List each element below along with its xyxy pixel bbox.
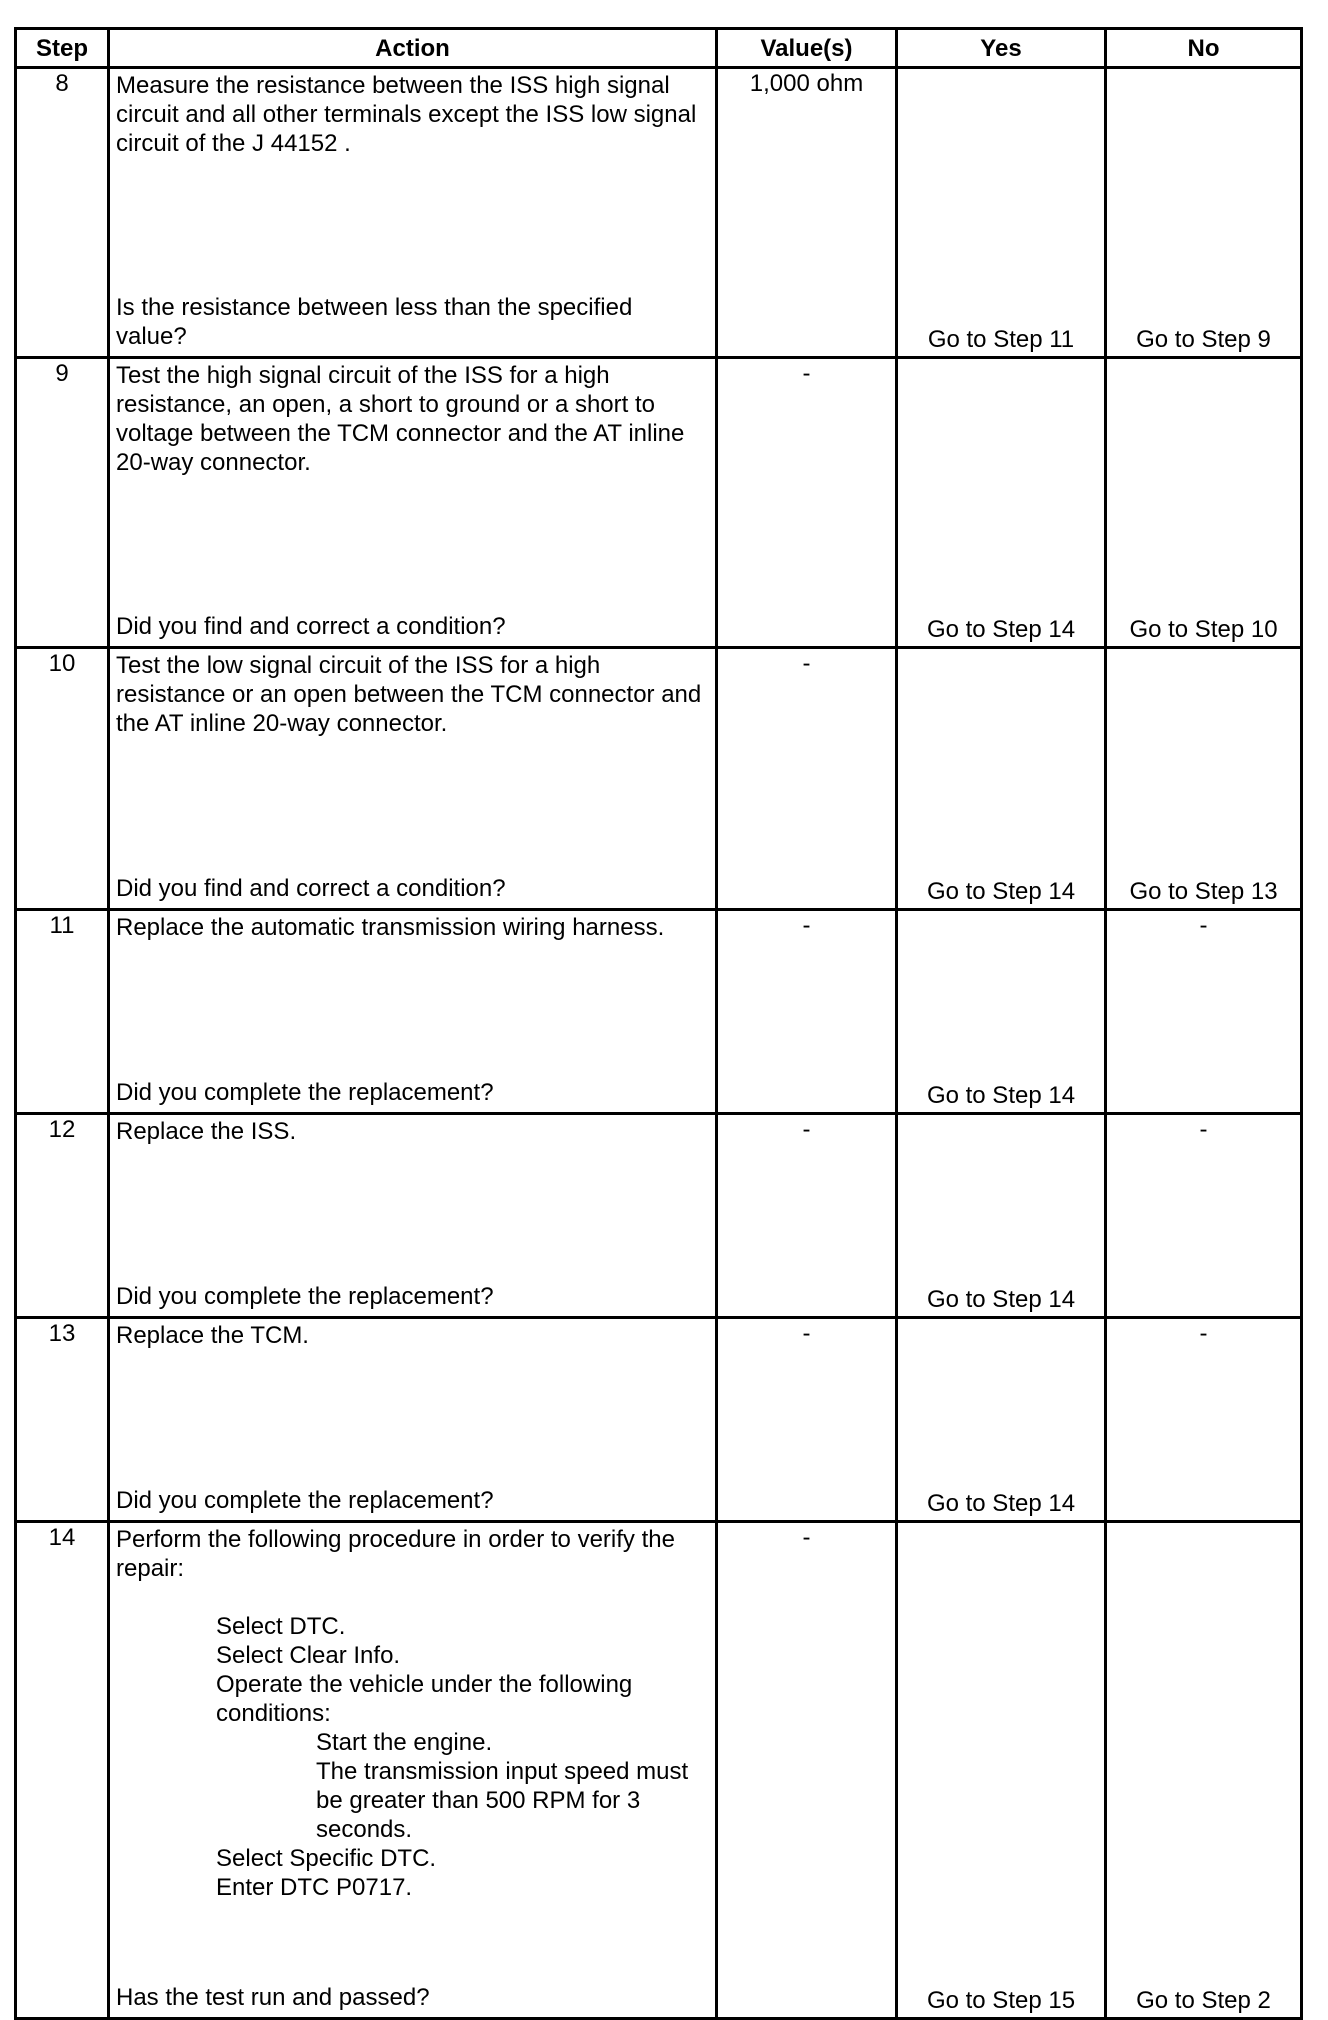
yes-link[interactable]: Go to Step 14	[926, 1490, 1076, 1517]
action-text: Test the low signal circuit of the ISS for a high resistance or an open between the TCM connector and the AT inline 20-way connector.	[116, 652, 702, 737]
question-text: Did you complete the replacement?	[116, 1487, 494, 1514]
table-row	[16, 68, 1302, 358]
action-text: Replace the automatic transmission wiring harness.	[116, 914, 665, 941]
no-link[interactable]: Go to Step 9	[1136, 326, 1271, 353]
table-row	[16, 1318, 1302, 1522]
yes-cell	[897, 358, 1106, 648]
table-row	[16, 648, 1302, 910]
step-number: 10	[16, 648, 109, 910]
value-cell: -	[717, 1522, 897, 2019]
question-text: Did you complete the replacement?	[116, 1283, 494, 1310]
table-row	[16, 1522, 1302, 2019]
yes-cell	[897, 1114, 1106, 1318]
value-cell: -	[717, 358, 897, 648]
step-number: 14	[16, 1522, 109, 2019]
step-number: 12	[16, 1114, 109, 1318]
procedure-step: Select Specific DTC.	[216, 1845, 437, 1872]
action-cell	[109, 358, 717, 648]
yes-cell	[897, 68, 1106, 358]
action-cell	[109, 648, 717, 910]
action-text: Replace the TCM.	[116, 1322, 309, 1349]
yes-cell	[897, 910, 1106, 1114]
no-link[interactable]: Go to Step 10	[1129, 616, 1278, 643]
no-cell	[1106, 1522, 1302, 2019]
no-link[interactable]: Go to Step 13	[1129, 878, 1278, 905]
value-cell: -	[717, 1318, 897, 1522]
action-text: Perform the following procedure in order to verify the repair:	[116, 1526, 675, 1582]
action-text: Replace the ISS.	[116, 1118, 297, 1145]
no-cell	[1106, 68, 1302, 358]
question-text: Did you find and correct a condition?	[116, 613, 506, 640]
no-cell: -	[1106, 1318, 1302, 1522]
no-cell	[1106, 648, 1302, 910]
yes-link[interactable]: Go to Step 14	[926, 616, 1076, 643]
diagnostic-table	[14, 27, 1303, 2020]
step-number: 8	[16, 68, 109, 358]
header-yes: Yes	[897, 29, 1106, 68]
no-cell: -	[1106, 1114, 1302, 1318]
procedure-step: Enter DTC P0717.	[216, 1874, 413, 1901]
action-text: Test the high signal circuit of the ISS for a high resistance, an open, a short to ground or a short to voltage between the TCM connector and the AT inline 20-way connector.	[116, 362, 685, 476]
header-values: Value(s)	[717, 29, 897, 68]
step-number: 9	[16, 358, 109, 648]
action-cell	[109, 1522, 717, 2019]
action-text: Measure the resistance between the ISS high signal circuit and all other terminals except the ISS low signal circuit of the J 44152 .	[116, 72, 697, 157]
yes-link[interactable]: Go to Step 14	[926, 878, 1076, 905]
yes-link[interactable]: Go to Step 11	[927, 326, 1075, 353]
no-cell: -	[1106, 910, 1302, 1114]
table-row	[16, 358, 1302, 648]
header-action: Action	[109, 29, 717, 68]
yes-cell	[897, 1318, 1106, 1522]
question-text: Has the test run and passed?	[116, 1984, 430, 2011]
action-cell	[109, 1114, 717, 1318]
value-cell: -	[717, 910, 897, 1114]
question-text: Did you complete the replacement?	[116, 1079, 494, 1106]
header-no: No	[1106, 29, 1302, 68]
value-cell: 1,000 ohm	[717, 68, 897, 358]
no-cell	[1106, 358, 1302, 648]
yes-link[interactable]: Go to Step 15	[926, 1987, 1076, 2014]
procedure-step: Select DTC.	[216, 1613, 346, 1640]
header-row	[16, 29, 1302, 68]
question-text: Did you find and correct a condition?	[116, 875, 506, 902]
yes-cell	[897, 648, 1106, 910]
procedure-substep: Start the engine.	[316, 1729, 493, 1756]
step-number: 11	[16, 910, 109, 1114]
table-row	[16, 910, 1302, 1114]
no-link[interactable]: Go to Step 2	[1136, 1987, 1271, 2014]
step-number: 13	[16, 1318, 109, 1522]
procedure-step: Select Clear Info.	[216, 1642, 401, 1669]
yes-link[interactable]: Go to Step 14	[926, 1082, 1076, 1109]
procedure-step: Operate the vehicle under the following conditions:	[216, 1671, 633, 1727]
value-cell: -	[717, 648, 897, 910]
yes-cell	[897, 1522, 1106, 2019]
table-row	[16, 1114, 1302, 1318]
action-cell	[109, 68, 717, 358]
action-cell	[109, 910, 717, 1114]
value-cell: -	[717, 1114, 897, 1318]
procedure-substep: The transmission input speed must be greater than 500 RPM for 3 seconds.	[316, 1758, 689, 1843]
yes-link[interactable]: Go to Step 14	[926, 1286, 1076, 1313]
action-cell	[109, 1318, 717, 1522]
question-text: Is the resistance between less than the specified value?	[116, 294, 633, 350]
header-step: Step	[16, 29, 109, 68]
